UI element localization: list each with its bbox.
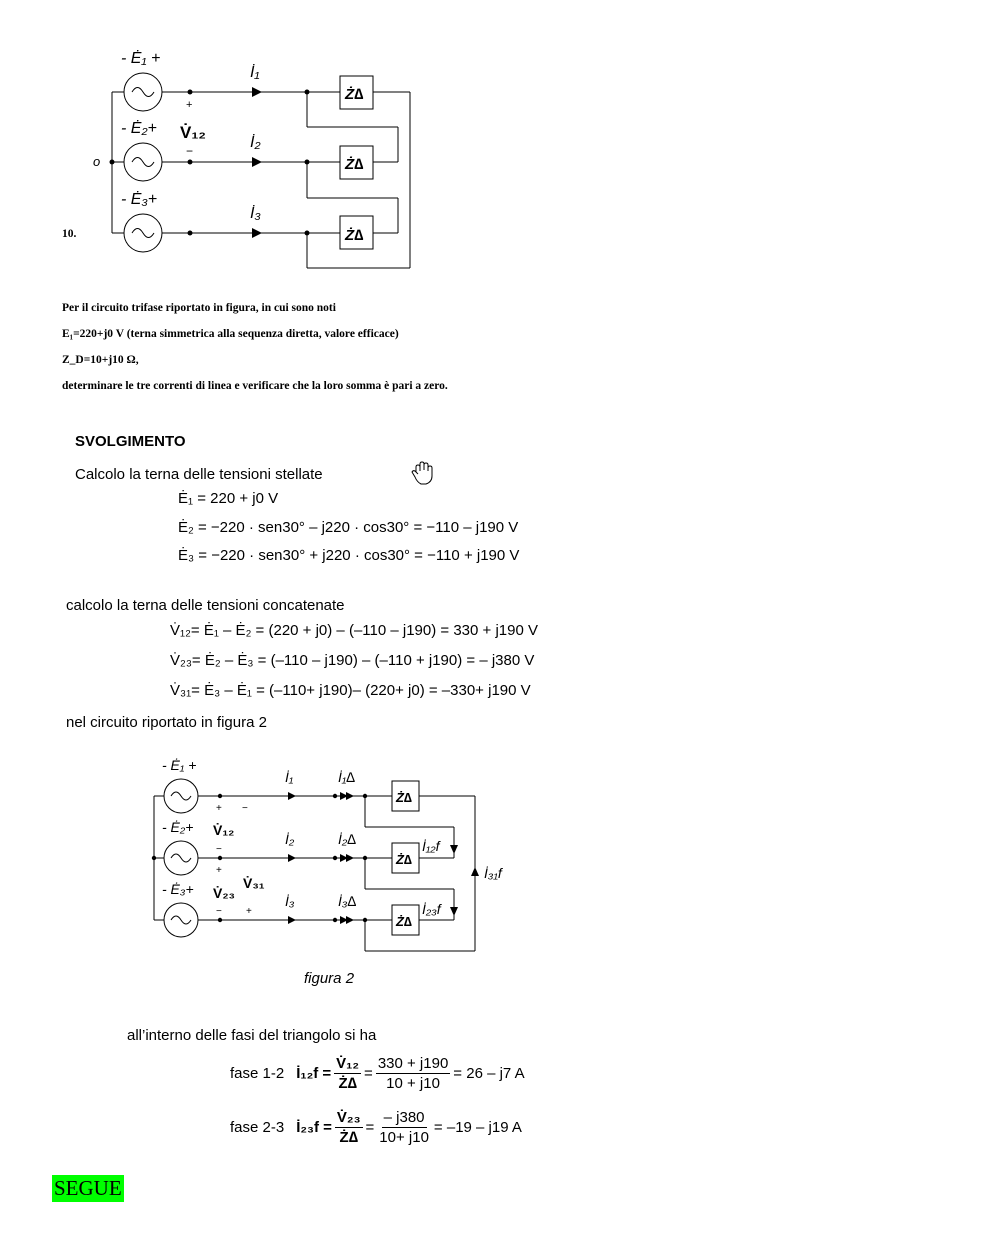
segue-link[interactable]: SEGUE xyxy=(54,1176,122,1200)
problem-line-3: Z_D=10+j10 Ω, xyxy=(62,354,139,366)
f2-i1d-label: İ₁∆ xyxy=(338,769,355,785)
f2-plus-3: + xyxy=(246,906,252,917)
f2-plus-2: + xyxy=(216,865,222,876)
f2-i23f-label: İ₂₃f xyxy=(422,901,441,917)
problem-number: 10. xyxy=(62,228,77,240)
phase-23-result: = –19 – j19 A xyxy=(433,1119,522,1136)
f2-plus-1: + xyxy=(216,803,222,814)
f2-z2-label: Ż∆ xyxy=(396,852,412,867)
phase-eq-23: fase 2-3 İ₂₃f = $\frac{\text{V̇₂₃}}{Ż\Delta}$ = $\frac{- j380}{10+ j10}$ = –19 – j19 A xyxy=(230,1109,522,1146)
f2-i12f-label: İ₁₂f xyxy=(422,838,440,854)
i1-label: İ₁ xyxy=(250,64,260,81)
phase-23-lhs: İ₂₃f = xyxy=(296,1119,332,1136)
problem-line-4: determinare le tre correnti di linea e verificare che la loro somma è pari a zero. xyxy=(62,380,448,392)
line-voltages-intro: calcolo la terna delle tensioni concatenate xyxy=(66,597,345,614)
phase-12-frac-1 xyxy=(334,1055,361,1092)
phase-12-num-2: 330 + j190 xyxy=(377,1055,449,1072)
e3-label: - Ė₃+ xyxy=(121,191,158,208)
figure-2-caption: figura 2 xyxy=(304,970,355,987)
line-eq-1: V̇₁₂= Ė₁ – Ė₂ = (220 + j0) – (–110 – j190) = 330 + j190 V xyxy=(170,622,538,639)
phase-12-lhs: İ₁₂f = xyxy=(296,1065,332,1082)
f2-v23-label: V̇₂₃ xyxy=(213,885,236,901)
phase-eq-12: fase 1-2 İ₁₂f = $\frac{\text{V̇₁₂}}{Ż\Delta}$ = $\frac{330 + j190}{10 + j10}$ = 26 – j7 A xyxy=(230,1055,525,1092)
phase-12-den-1: Ż∆ xyxy=(338,1075,357,1092)
phase-23-num-1: V̇₂₃ xyxy=(336,1109,361,1126)
f2-z3-label: Ż∆ xyxy=(396,914,412,929)
f2-e2-label: - Ė₂+ xyxy=(162,819,194,835)
line-eq-3: V̇₃₁= Ė₃ – Ė₁ = (–110+ j190)– (220+ j0) = –330+ j190 V xyxy=(170,682,531,699)
figure-1-circuit xyxy=(0,0,500,290)
f2-minus-1: − xyxy=(242,803,248,814)
f2-i3-label: İ₃ xyxy=(285,893,295,909)
phase-12-den-2: 10 + j10 xyxy=(386,1075,440,1092)
e2-label: - Ė₂+ xyxy=(121,120,157,137)
plus-sign: + xyxy=(186,99,193,111)
phase-23-frac-2 xyxy=(377,1109,431,1146)
phase-12-frac-2 xyxy=(376,1055,450,1092)
phase-23-den-2: 10+ j10 xyxy=(379,1129,429,1146)
f2-minus-3: − xyxy=(216,906,222,917)
f2-e3-label: - Ė₃+ xyxy=(162,881,194,897)
z1-label: Ż∆ xyxy=(345,86,364,103)
f2-i1-label: İ₁ xyxy=(285,769,294,785)
phase-12-label: fase 1-2 xyxy=(230,1065,285,1082)
f2-i2-label: İ₂ xyxy=(285,831,295,847)
i3-label: İ₃ xyxy=(250,205,261,222)
figure-2-circuit xyxy=(140,748,540,968)
f2-i2d-label: İ₂∆ xyxy=(338,831,356,847)
line-eq-2: V̇₂₃= Ė₂ – Ė₃ = (–110 – j190) – (–110 + j190) = – j380 V xyxy=(170,652,535,669)
star-voltages-intro: Calcolo la terna delle tensioni stellate xyxy=(75,466,323,483)
phase-23-label: fase 2-3 xyxy=(230,1119,285,1136)
z2-label: Ż∆ xyxy=(345,156,364,173)
problem-line-1: Per il circuito trifase riportato in figura, in cui sono noti xyxy=(62,302,336,314)
star-eq-3: Ė₃ = −220 · sen30° + j220 · cos30° = −110 + j190 V xyxy=(178,547,520,564)
star-eq-2: Ė₂ = −220 · sen30° – j220 · cos30° = −110 – j190 V xyxy=(178,519,519,536)
minus-sign: − xyxy=(186,144,194,158)
f2-i31f-label: İ₃₁f xyxy=(484,865,502,881)
f2-v31-label: V̇₃₁ xyxy=(243,875,265,891)
phase-intro: all’interno delle fasi del triangolo si ha xyxy=(127,1027,377,1044)
phase-23-den-1: Ż∆ xyxy=(339,1129,358,1146)
f2-e1-label: - Ė₁ + xyxy=(162,757,197,773)
f2-z1-label: Ż∆ xyxy=(396,790,412,805)
neutral-label: o xyxy=(93,154,101,169)
f2-i3d-label: İ₃∆ xyxy=(338,893,357,909)
figure-2-intro: nel circuito riportato in figura 2 xyxy=(66,714,267,731)
star-eq-1: Ė₁ = 220 + j0 V xyxy=(178,490,279,507)
phase-12-result: = 26 – j7 A xyxy=(453,1065,525,1082)
phase-23-frac-1 xyxy=(335,1109,363,1146)
e1-label: - Ė₁ + xyxy=(121,50,161,67)
z3-label: Ż∆ xyxy=(345,227,364,244)
solution-heading: SVOLGIMENTO xyxy=(75,433,186,450)
i2-label: İ₂ xyxy=(250,134,261,151)
phase-23-num-2: – j380 xyxy=(383,1109,425,1126)
phase-12-num-1: V̇₁₂ xyxy=(336,1055,360,1072)
problem-line-2: E₁=220+j0 V (terna simmetrica alla sequenza diretta, valore efficace) xyxy=(62,328,399,340)
f2-v12-label: V̇₁₂ xyxy=(213,822,235,838)
f2-minus-2: − xyxy=(216,844,222,855)
hand-cursor-icon xyxy=(410,460,436,486)
v12-label: V̇₁₂ xyxy=(180,123,206,142)
